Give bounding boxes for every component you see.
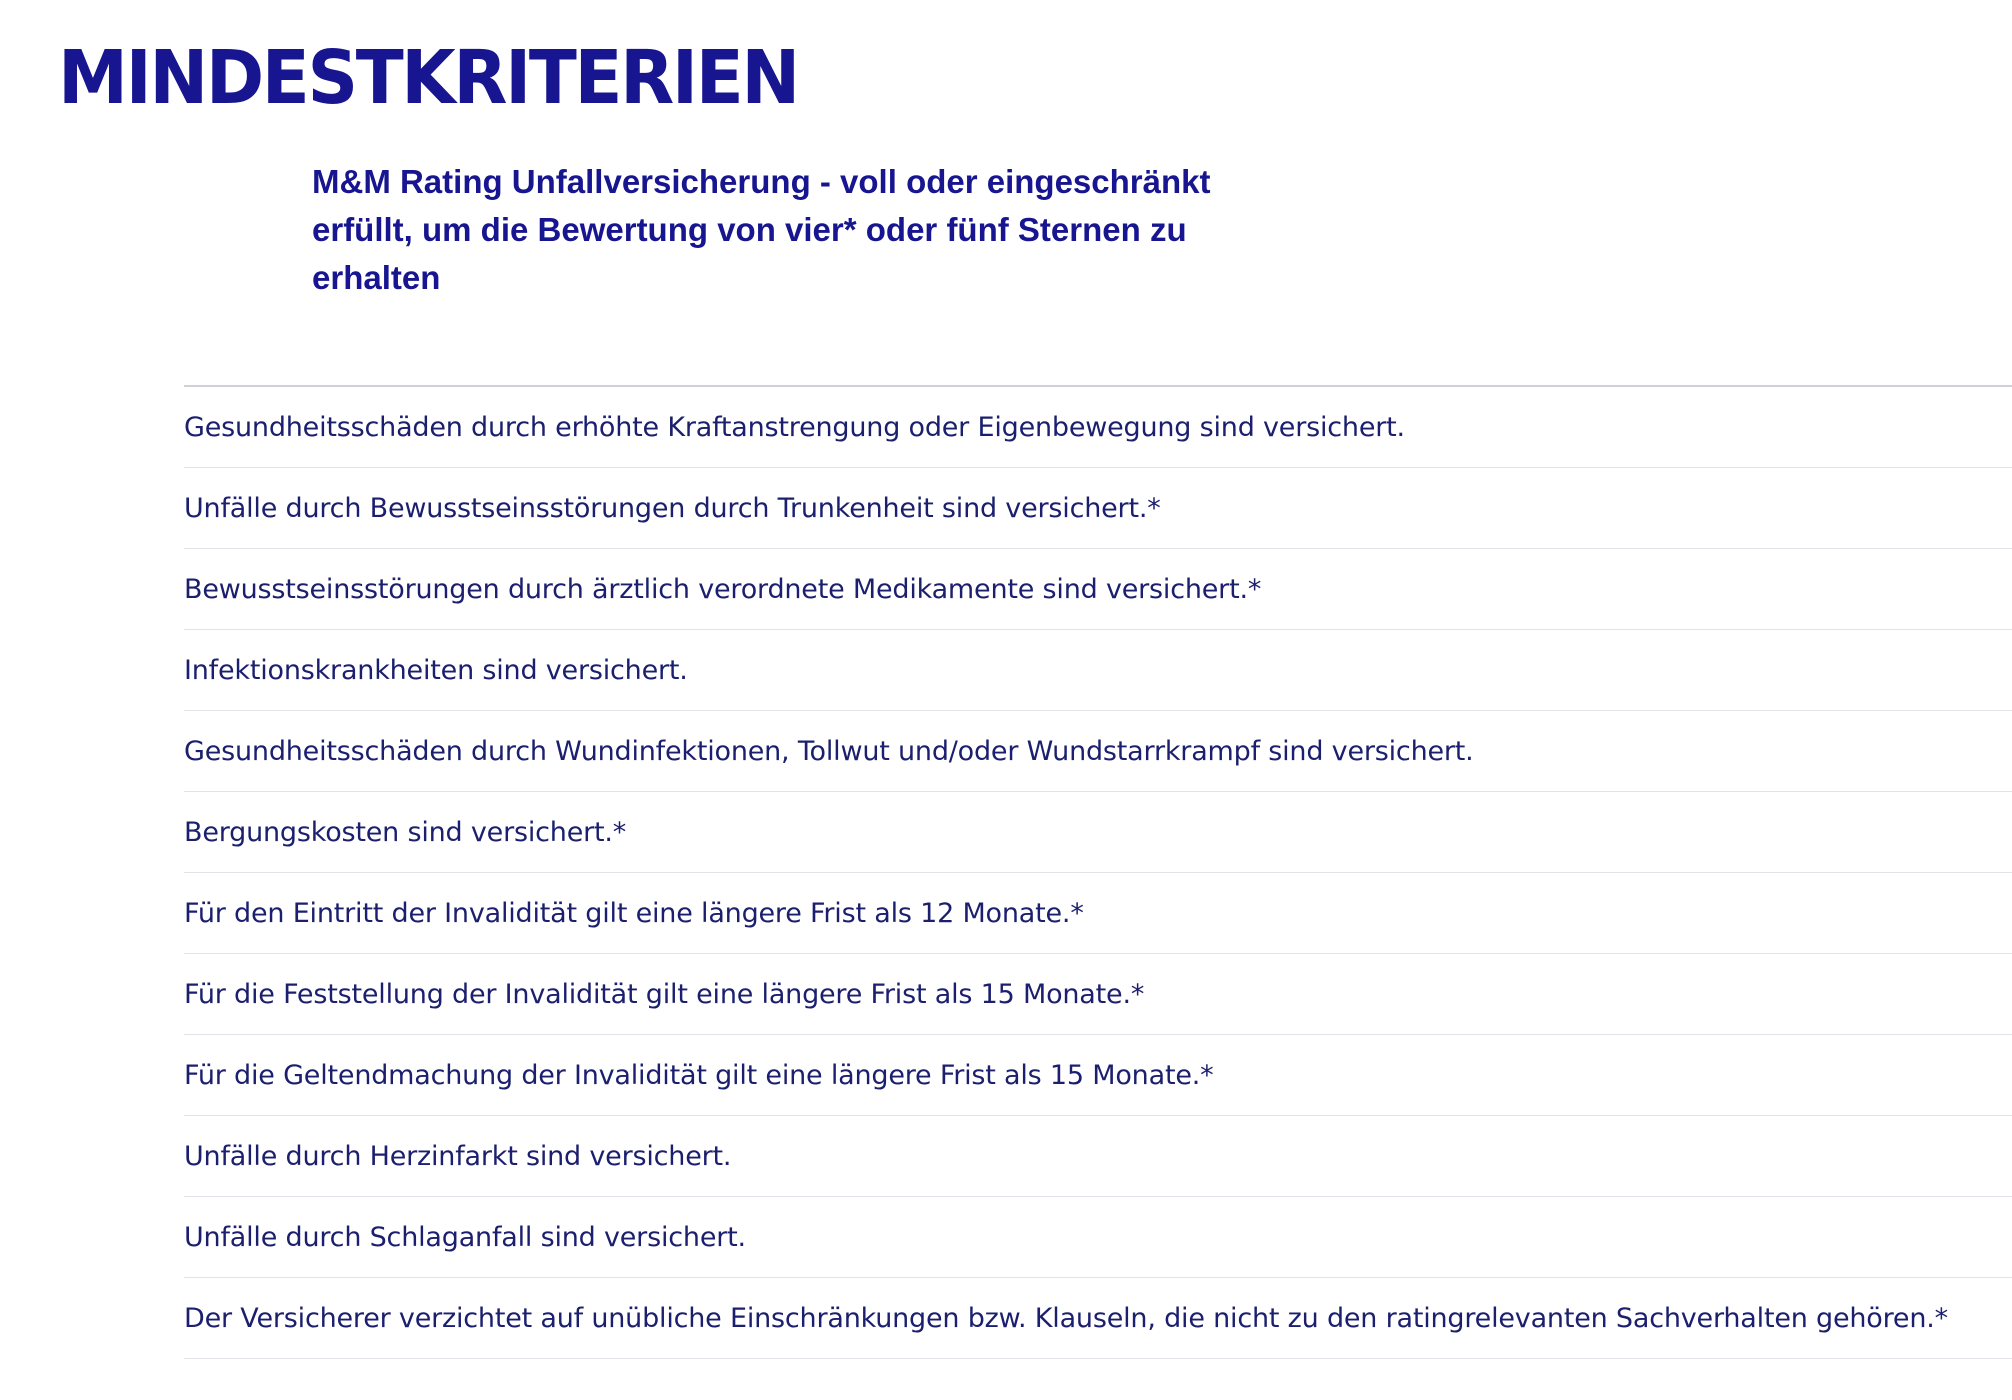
criteria-item (184, 1278, 2012, 1359)
criteria-text: Gesundheitsschäden durch Wundinfektionen, Tollwut und/oder Wundstarrkrampf sind versichert. (184, 735, 1474, 767)
criteria-item (184, 1197, 2012, 1278)
criteria-list (184, 385, 2012, 1359)
criteria-text: Gesundheitsschäden durch erhöhte Kraftanstrengung oder Eigenbewegung sind versichert. (184, 411, 1405, 443)
criteria-text: Unfälle durch Schlaganfall sind versichert. (184, 1221, 746, 1253)
criteria-text: Für den Eintritt der Invalidität gilt eine längere Frist als 12 Monate.* (184, 897, 1084, 929)
criteria-item (184, 468, 2012, 549)
criteria-text: Bewusstseinsstörungen durch ärztlich verordnete Medikamente sind versichert.* (184, 573, 1262, 605)
criteria-item (184, 1116, 2012, 1197)
criteria-text: Unfälle durch Bewusstseinsstörungen durch Trunkenheit sind versichert.* (184, 492, 1161, 524)
criteria-text: Für die Feststellung der Invalidität gilt eine längere Frist als 15 Monate.* (184, 978, 1145, 1010)
criteria-text: Bergungskosten sind versichert.* (184, 816, 627, 848)
criteria-item (184, 387, 2012, 468)
page-title: MINDESTKRITERIEN (58, 35, 798, 121)
criteria-text: Für die Geltendmachung der Invalidität gilt eine längere Frist als 15 Monate.* (184, 1059, 1214, 1091)
criteria-item (184, 954, 2012, 1035)
criteria-item (184, 792, 2012, 873)
criteria-item (184, 549, 2012, 630)
page-subtitle: M&M Rating Unfallversicherung - voll oder eingeschränkt erfüllt, um die Bewertung von vier* oder fünf Sternen zu erhalten (312, 163, 1211, 296)
criteria-item (184, 711, 2012, 792)
criteria-item (184, 630, 2012, 711)
criteria-text: Der Versicherer verzichtet auf unübliche Einschränkungen bzw. Klauseln, die nicht zu den ratingrelevanten Sachverhalten gehören.* (184, 1302, 1948, 1334)
criteria-item (184, 873, 2012, 954)
criteria-text: Infektionskrankheiten sind versichert. (184, 654, 688, 686)
criteria-text: Unfälle durch Herzinfarkt sind versichert. (184, 1140, 732, 1172)
criteria-item (184, 1035, 2012, 1116)
